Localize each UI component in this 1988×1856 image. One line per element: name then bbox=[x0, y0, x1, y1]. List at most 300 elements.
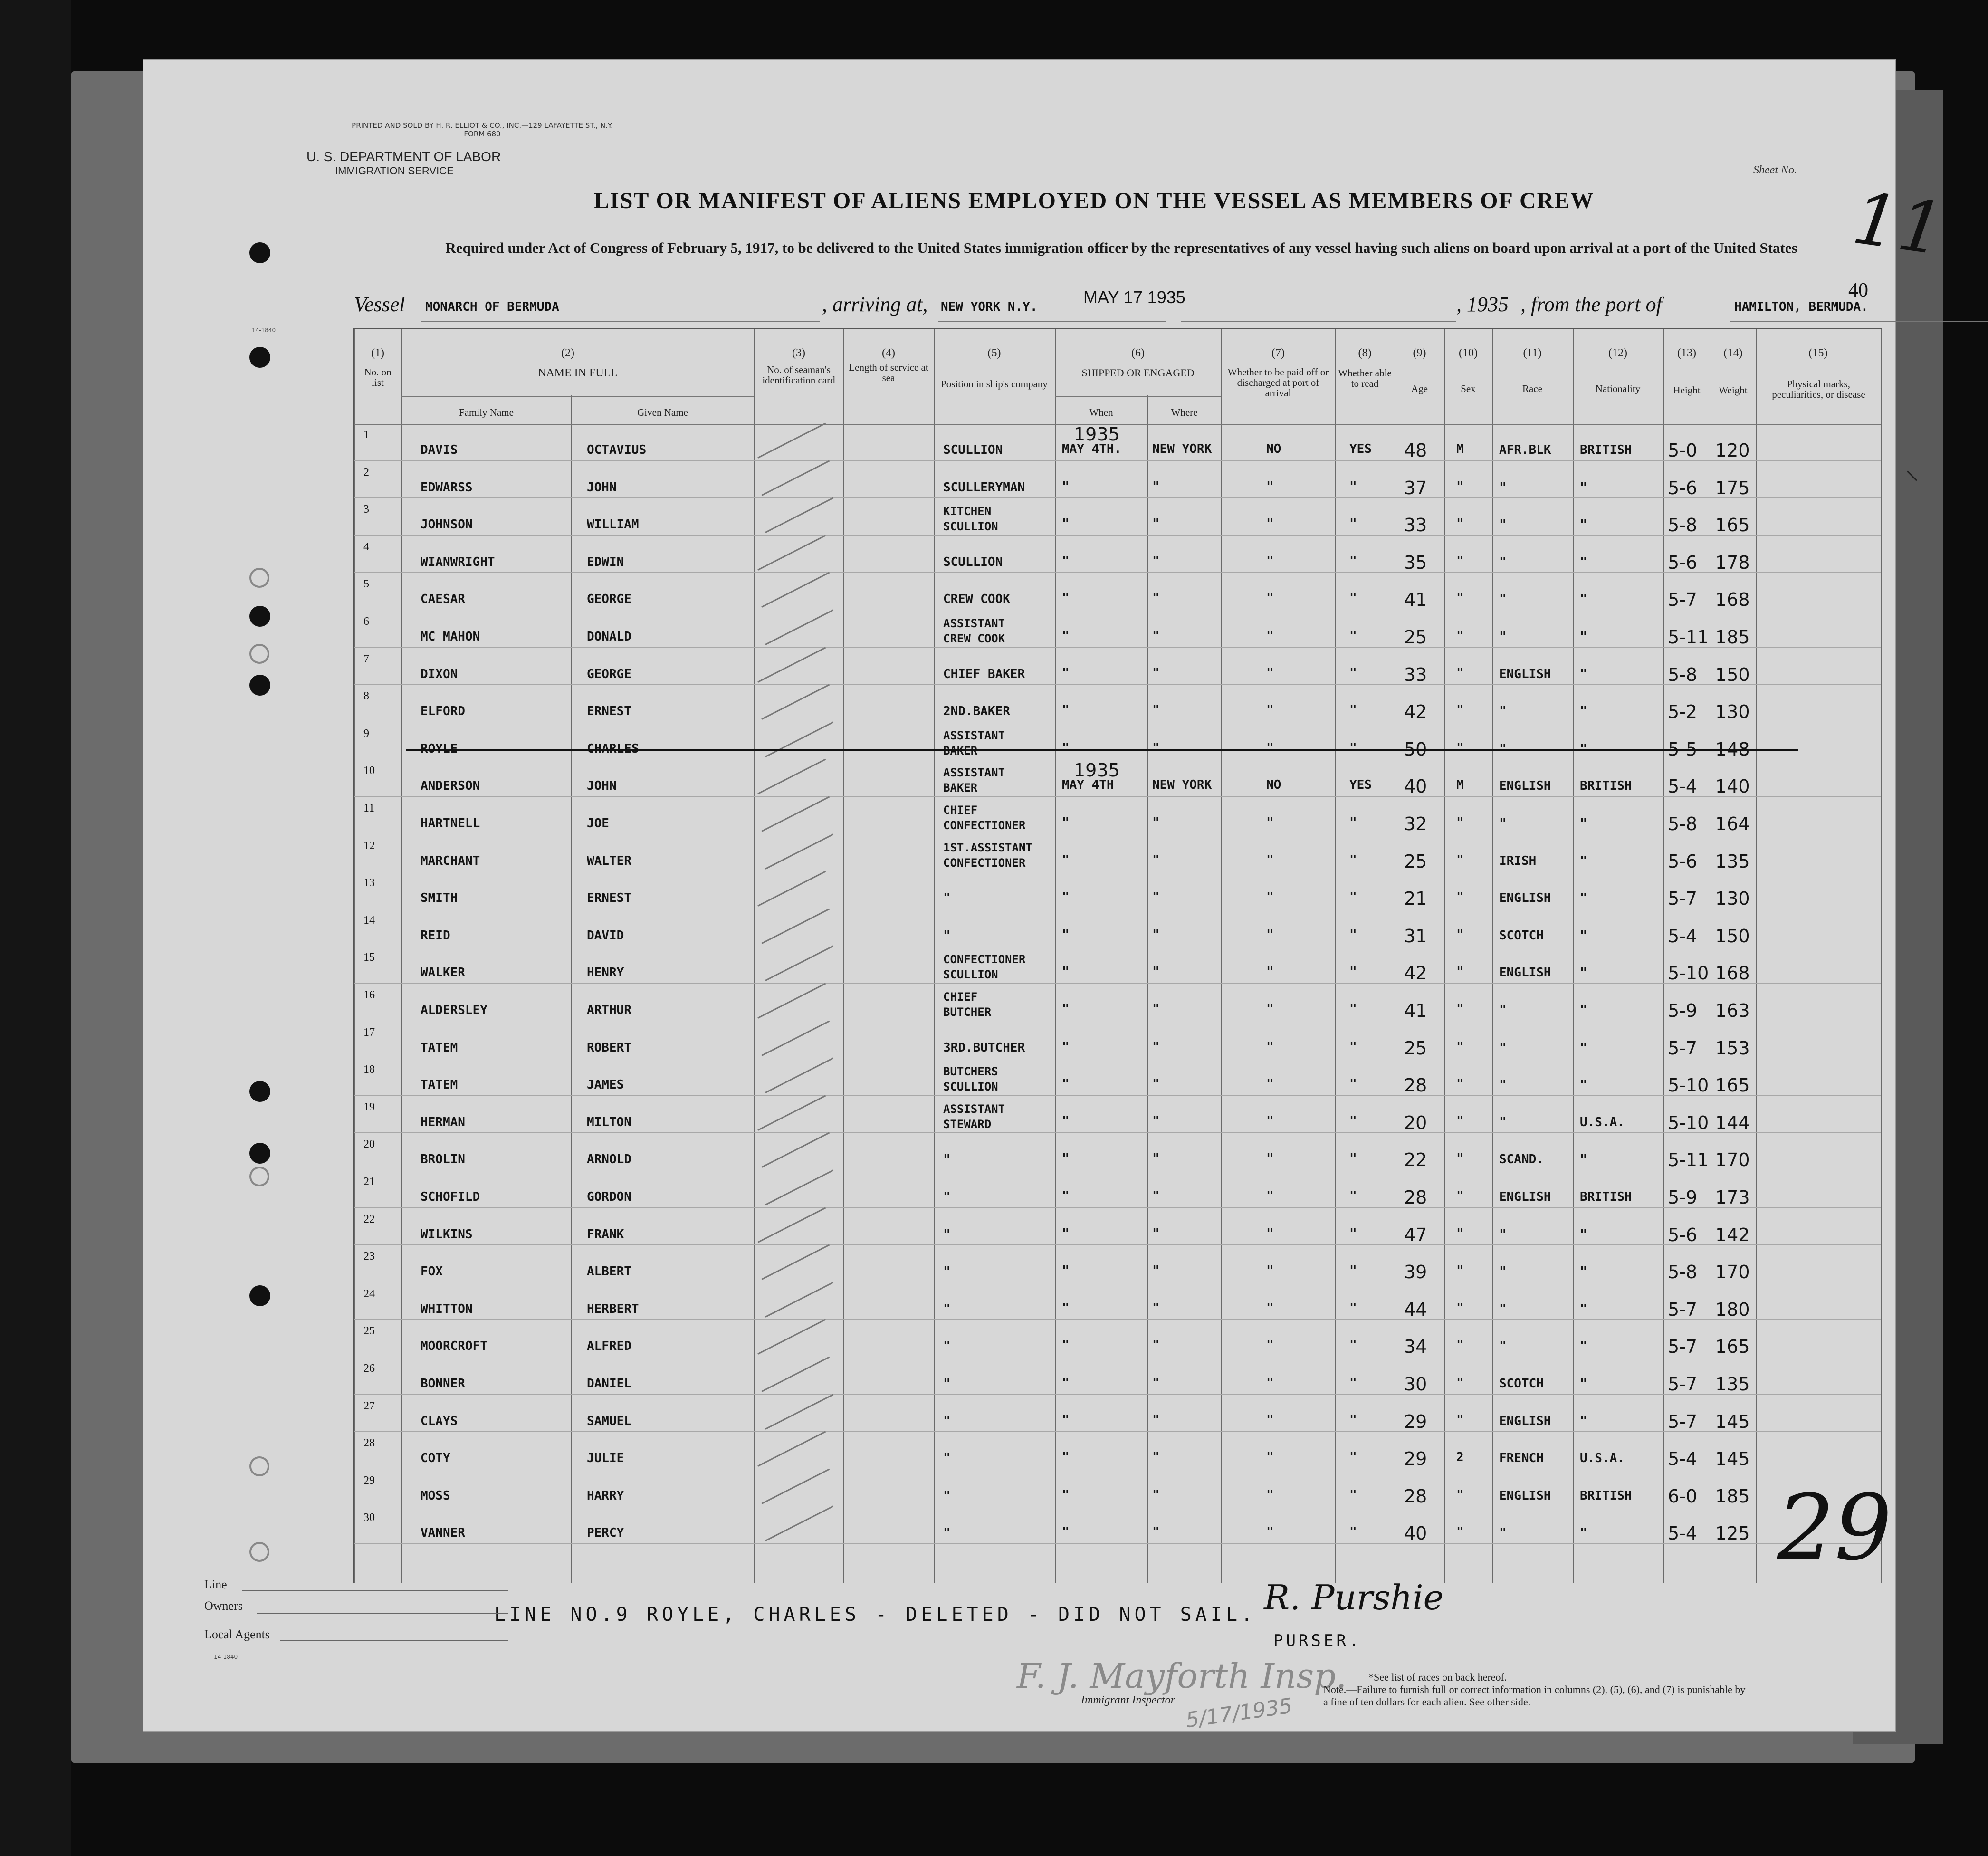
position-line2: SCULLION bbox=[943, 968, 998, 982]
position-line2: BAKER bbox=[943, 744, 978, 757]
shipped-where: " bbox=[1152, 890, 1160, 905]
able-to-read: " bbox=[1349, 965, 1357, 979]
age: 22 bbox=[1404, 1149, 1427, 1171]
header-given-name: Given Name bbox=[637, 407, 688, 418]
shipped-year: 1935 bbox=[1074, 760, 1120, 781]
family-name: HERMAN bbox=[421, 1115, 465, 1129]
able-to-read: " bbox=[1349, 1114, 1357, 1129]
height: 5-7 bbox=[1668, 1411, 1698, 1432]
row-number: 18 bbox=[363, 1063, 375, 1076]
age: 20 bbox=[1404, 1112, 1427, 1133]
table-row bbox=[354, 611, 1881, 649]
position-line2: CONFECTIONER bbox=[943, 819, 1026, 832]
weight: 173 bbox=[1715, 1187, 1750, 1208]
given-name: JOE bbox=[587, 816, 609, 831]
height: 5-4 bbox=[1668, 1523, 1698, 1544]
table-row bbox=[354, 573, 1881, 611]
age: 35 bbox=[1404, 552, 1427, 573]
race: " bbox=[1499, 630, 1507, 644]
arrival-underline bbox=[938, 321, 1166, 322]
race: SCOTCH bbox=[1499, 928, 1544, 943]
shipped-when: MAY 4TH bbox=[1062, 778, 1114, 793]
table-row bbox=[354, 424, 1881, 462]
weight: 145 bbox=[1715, 1448, 1750, 1470]
position: SCULLION bbox=[943, 555, 1003, 569]
header-sex: Sex bbox=[1461, 383, 1476, 394]
header-where: Where bbox=[1171, 407, 1198, 418]
able-to-read: " bbox=[1349, 1376, 1357, 1390]
shipped-where: " bbox=[1152, 554, 1160, 568]
shipped-when: " bbox=[1062, 1114, 1070, 1129]
sex: " bbox=[1456, 1301, 1464, 1315]
id-card-check-mark bbox=[765, 1506, 833, 1541]
race: " bbox=[1499, 592, 1507, 607]
shipped-year: 1935 bbox=[1074, 424, 1120, 445]
id-card-check-mark bbox=[761, 1357, 830, 1392]
height: 5-6 bbox=[1668, 1224, 1698, 1245]
sex: " bbox=[1456, 1002, 1464, 1016]
table-row bbox=[354, 1059, 1881, 1097]
age: 28 bbox=[1404, 1187, 1427, 1208]
shipped-where: " bbox=[1152, 1413, 1160, 1427]
col-number: (11) bbox=[1523, 347, 1542, 359]
nationality: U.S.A. bbox=[1580, 1115, 1625, 1129]
shipped-when: " bbox=[1062, 965, 1070, 979]
row-number: 22 bbox=[363, 1213, 375, 1225]
height: 5-7 bbox=[1668, 1374, 1698, 1395]
row-number: 4 bbox=[363, 540, 369, 553]
col-number: (5) bbox=[987, 347, 1001, 359]
col-number: (2) bbox=[561, 347, 574, 359]
given-name: GEORGE bbox=[587, 592, 631, 607]
nationality: " bbox=[1580, 816, 1587, 831]
family-name: FOX bbox=[421, 1264, 443, 1279]
header-position: Position in ship's company bbox=[941, 378, 1048, 390]
shipped-where: NEW YORK bbox=[1152, 778, 1212, 793]
id-card-check-mark bbox=[765, 833, 833, 869]
deleted-row-strike bbox=[406, 749, 1798, 751]
nationality: " bbox=[1580, 555, 1587, 569]
able-to-read: " bbox=[1349, 852, 1357, 867]
header-length-service: Length of service at sea bbox=[849, 362, 928, 383]
sex: " bbox=[1456, 1263, 1464, 1278]
id-card-check-mark bbox=[757, 1431, 826, 1467]
position: " bbox=[943, 1301, 951, 1316]
table-row bbox=[354, 835, 1881, 873]
position: BUTCHERS bbox=[943, 1065, 998, 1079]
row-number: 14 bbox=[363, 914, 375, 927]
nationality: " bbox=[1580, 667, 1587, 681]
paid-off: " bbox=[1266, 965, 1274, 979]
paid-off: NO bbox=[1266, 442, 1281, 456]
header-paid-off: Whether to be paid off or discharged at port of arrival bbox=[1227, 366, 1329, 399]
punch-hole bbox=[249, 1285, 270, 1306]
position: 3RD.BUTCHER bbox=[943, 1040, 1025, 1055]
paid-off: " bbox=[1266, 1077, 1274, 1091]
weight: 120 bbox=[1715, 440, 1750, 461]
race: " bbox=[1499, 555, 1507, 569]
sex: " bbox=[1456, 517, 1464, 531]
sex: " bbox=[1456, 740, 1464, 755]
paid-off: " bbox=[1266, 479, 1274, 494]
race: SCAND. bbox=[1499, 1152, 1544, 1167]
col-number: (3) bbox=[792, 347, 805, 359]
given-name: CHARLES bbox=[587, 741, 639, 756]
col-number: (9) bbox=[1413, 347, 1426, 359]
height: 5-7 bbox=[1668, 888, 1698, 909]
height: 5-9 bbox=[1668, 1000, 1698, 1021]
row-number: 25 bbox=[363, 1325, 375, 1338]
race: ENGLISH bbox=[1499, 1190, 1551, 1204]
race: ENGLISH bbox=[1499, 779, 1551, 794]
race: " bbox=[1499, 1264, 1507, 1279]
table-row bbox=[354, 1245, 1881, 1283]
nationality: " bbox=[1580, 1040, 1587, 1055]
shipped-when: " bbox=[1062, 703, 1070, 718]
shipped-when: " bbox=[1062, 1077, 1070, 1091]
age: 33 bbox=[1404, 515, 1427, 536]
paid-off: " bbox=[1266, 1151, 1274, 1166]
paid-off: NO bbox=[1266, 778, 1281, 793]
able-to-read: " bbox=[1349, 517, 1357, 531]
able-to-read: " bbox=[1349, 890, 1357, 905]
position: " bbox=[943, 1227, 951, 1242]
form-code-bottom: 14-1840 bbox=[214, 1654, 238, 1660]
given-name: ALFRED bbox=[587, 1339, 631, 1354]
nationality: BRITISH bbox=[1580, 779, 1632, 794]
able-to-read: YES bbox=[1349, 778, 1372, 793]
nationality: " bbox=[1580, 592, 1587, 607]
row-number: 15 bbox=[363, 951, 375, 964]
total-count: 29 bbox=[1777, 1475, 1892, 1580]
header-age: Age bbox=[1411, 383, 1428, 394]
table-row bbox=[354, 797, 1881, 835]
punch-hole bbox=[249, 1143, 270, 1164]
paid-off: " bbox=[1266, 629, 1274, 643]
purser-signature: R. Purshie bbox=[1264, 1578, 1444, 1617]
row-number: 10 bbox=[363, 765, 375, 777]
col-number: (4) bbox=[882, 347, 895, 359]
weight: 135 bbox=[1715, 851, 1750, 872]
paid-off: " bbox=[1266, 554, 1274, 568]
height: 5-5 bbox=[1668, 738, 1698, 760]
height: 5-10 bbox=[1668, 963, 1709, 984]
family-name: DAVIS bbox=[421, 443, 458, 457]
position: CHIEF bbox=[943, 990, 978, 1004]
shipped-where: " bbox=[1152, 1114, 1160, 1129]
nationality: " bbox=[1580, 966, 1587, 980]
nationality: BRITISH bbox=[1580, 443, 1632, 457]
position: " bbox=[943, 1190, 951, 1204]
age: 31 bbox=[1404, 925, 1427, 947]
nationality: " bbox=[1580, 1152, 1587, 1167]
id-card-check-mark bbox=[757, 1207, 826, 1243]
table-row bbox=[354, 1432, 1881, 1470]
family-name: DIXON bbox=[421, 667, 458, 681]
position-line2: CREW COOK bbox=[943, 632, 1005, 645]
family-name: TATEM bbox=[421, 1078, 458, 1092]
table-row bbox=[354, 1470, 1881, 1508]
position: SCULLERYMAN bbox=[943, 480, 1025, 495]
shipped-when: " bbox=[1062, 1301, 1070, 1315]
race: IRISH bbox=[1499, 853, 1537, 868]
col-number: (10) bbox=[1459, 347, 1478, 359]
given-name: HENRY bbox=[587, 966, 624, 980]
shipped-where: " bbox=[1152, 703, 1160, 718]
weight: 170 bbox=[1715, 1149, 1750, 1171]
table-row bbox=[354, 1320, 1881, 1358]
nationality: " bbox=[1580, 517, 1587, 532]
row-number: 2 bbox=[363, 466, 369, 478]
printer-imprint: PRINTED AND SOLD BY H. R. ELLIOT & CO., INC.—129 LAFAYETTE ST., N.Y. FORM 680 bbox=[352, 121, 613, 138]
page-title: LIST OR MANIFEST OF ALIENS EMPLOYED ON THE VESSEL AS MEMBERS OF CREW bbox=[594, 188, 1595, 213]
shipped-when: " bbox=[1062, 554, 1070, 568]
paid-off: " bbox=[1266, 1263, 1274, 1278]
given-name: MILTON bbox=[587, 1115, 631, 1129]
age: 28 bbox=[1404, 1485, 1427, 1507]
header-nationality: Nationality bbox=[1595, 383, 1641, 394]
id-card-check-mark bbox=[757, 1319, 826, 1355]
able-to-read: " bbox=[1349, 1039, 1357, 1054]
weight: 168 bbox=[1715, 589, 1750, 611]
given-name: JOHN bbox=[587, 779, 617, 794]
shipped-where: " bbox=[1152, 1450, 1160, 1465]
header-no-on-list: No. on list bbox=[364, 366, 392, 388]
nationality: " bbox=[1580, 1264, 1587, 1279]
id-card-check-mark bbox=[757, 647, 826, 682]
family-name: MARCHANT bbox=[421, 853, 480, 868]
id-card-check-mark bbox=[765, 497, 833, 533]
height: 5-7 bbox=[1668, 589, 1698, 611]
family-name: WHITTON bbox=[421, 1301, 473, 1316]
punch-hole bbox=[249, 1081, 270, 1102]
weight: 168 bbox=[1715, 963, 1750, 984]
row-number: 17 bbox=[363, 1026, 375, 1039]
shipped-when: " bbox=[1062, 1525, 1070, 1540]
nationality: " bbox=[1580, 891, 1587, 906]
shipped-when: " bbox=[1062, 1263, 1070, 1278]
header-height: Height bbox=[1673, 384, 1701, 396]
header-physical: Physical marks, peculiarities, or disease bbox=[1772, 378, 1865, 400]
shipped-where: " bbox=[1152, 1002, 1160, 1016]
weight: 185 bbox=[1715, 627, 1750, 648]
header-race: Race bbox=[1522, 383, 1542, 394]
shipped-where: " bbox=[1152, 1376, 1160, 1390]
height: 5-6 bbox=[1668, 552, 1698, 573]
sex: " bbox=[1456, 703, 1464, 718]
row-number: 27 bbox=[363, 1399, 375, 1412]
shipped-when: " bbox=[1062, 517, 1070, 531]
punch-hole bbox=[249, 675, 270, 696]
shipped-when: " bbox=[1062, 1487, 1070, 1502]
crew-table bbox=[353, 328, 1882, 1583]
given-name: ARNOLD bbox=[587, 1152, 631, 1167]
able-to-read: " bbox=[1349, 1338, 1357, 1353]
able-to-read: " bbox=[1349, 1189, 1357, 1203]
page-subtitle: Required under Act of Congress of February 5, 1917, to be delivered to the United States immigration officer by the representatives of any vessel having such aliens on board upon arrival at a port of the United States bbox=[445, 239, 1797, 256]
family-name: ELFORD bbox=[421, 704, 465, 719]
race: " bbox=[1499, 704, 1507, 719]
paid-off: " bbox=[1266, 1450, 1274, 1465]
nationality: " bbox=[1580, 1301, 1587, 1316]
row-number: 6 bbox=[363, 615, 369, 628]
age: 34 bbox=[1404, 1336, 1427, 1358]
header-weight: Weight bbox=[1719, 384, 1748, 396]
owners-label: Owners bbox=[204, 1599, 243, 1613]
position: " bbox=[943, 1339, 951, 1354]
row-number: 1 bbox=[363, 429, 369, 441]
family-name: MOSS bbox=[421, 1488, 450, 1503]
height: 5-7 bbox=[1668, 1336, 1698, 1358]
able-to-read: " bbox=[1349, 591, 1357, 606]
sex: " bbox=[1456, 852, 1464, 867]
shipped-where: " bbox=[1152, 1189, 1160, 1203]
position: KITCHEN bbox=[943, 505, 992, 518]
port-underline bbox=[1730, 321, 1988, 322]
footnotes: *See list of races on back hereof. Note.—Failure to furnish full or correct information in columns (2), (5), (6), and (7) is punishable by a fine of ten dollars for each alien. See other side. bbox=[1323, 1671, 1746, 1708]
position: 2ND.BAKER bbox=[943, 704, 1010, 719]
position: " bbox=[943, 1377, 951, 1391]
weight: 130 bbox=[1715, 888, 1750, 909]
paid-off: " bbox=[1266, 1189, 1274, 1203]
shipped-when: " bbox=[1062, 890, 1070, 905]
weight: 185 bbox=[1715, 1485, 1750, 1507]
given-name: OCTAVIUS bbox=[587, 443, 647, 457]
given-name: JOHN bbox=[587, 480, 617, 495]
race: " bbox=[1499, 1040, 1507, 1055]
nationality: " bbox=[1580, 741, 1587, 756]
weight: 165 bbox=[1715, 1336, 1750, 1358]
shipped-where: " bbox=[1152, 1263, 1160, 1278]
position: " bbox=[943, 1152, 951, 1167]
table-row bbox=[354, 1507, 1881, 1545]
sheet-number: 11 bbox=[1847, 177, 1950, 272]
race: ENGLISH bbox=[1499, 966, 1551, 980]
paid-off: " bbox=[1266, 1039, 1274, 1054]
family-name: ROYLE bbox=[421, 741, 458, 756]
age: 47 bbox=[1404, 1224, 1427, 1245]
row-number: 5 bbox=[363, 578, 369, 591]
weight: 135 bbox=[1715, 1374, 1750, 1395]
line-label: Line bbox=[204, 1578, 227, 1591]
local-agents-underline bbox=[280, 1640, 508, 1641]
id-card-check-mark bbox=[761, 1020, 830, 1056]
shipped-where: " bbox=[1152, 1226, 1160, 1241]
height: 5-10 bbox=[1668, 1075, 1709, 1096]
row-number: 9 bbox=[363, 727, 369, 740]
age: 41 bbox=[1404, 1000, 1427, 1021]
table-row bbox=[354, 648, 1881, 686]
header-shipped: SHIPPED OR ENGAGED bbox=[1081, 367, 1195, 379]
col-number: (13) bbox=[1677, 347, 1696, 359]
shipped-where: " bbox=[1152, 1039, 1160, 1054]
age: 29 bbox=[1404, 1411, 1427, 1432]
date-stamp: MAY 17 1935 bbox=[1083, 287, 1185, 307]
id-card-check-mark bbox=[765, 721, 833, 757]
given-name: ARTHUR bbox=[587, 1003, 631, 1017]
given-name: JULIE bbox=[587, 1451, 624, 1466]
paid-off: " bbox=[1266, 1338, 1274, 1353]
race: " bbox=[1499, 1301, 1507, 1316]
given-name: ROBERT bbox=[587, 1040, 631, 1055]
position-line2: SCULLION bbox=[943, 520, 998, 534]
col-number: (12) bbox=[1608, 347, 1627, 359]
able-to-read: " bbox=[1349, 629, 1357, 643]
age: 28 bbox=[1404, 1075, 1427, 1096]
shipped-when: " bbox=[1062, 927, 1070, 942]
nationality: " bbox=[1580, 630, 1587, 644]
family-name: WIANWRIGHT bbox=[421, 555, 495, 569]
family-name: SMITH bbox=[421, 891, 458, 906]
given-name: GORDON bbox=[587, 1190, 631, 1204]
nationality: " bbox=[1580, 1339, 1587, 1354]
position: " bbox=[943, 1451, 951, 1466]
sex: 2 bbox=[1456, 1450, 1464, 1465]
race: ENGLISH bbox=[1499, 1488, 1551, 1503]
family-name: COTY bbox=[421, 1451, 450, 1466]
row-number: 28 bbox=[363, 1437, 375, 1450]
height: 5-7 bbox=[1668, 1299, 1698, 1320]
punch-hole bbox=[249, 242, 270, 263]
row-number: 12 bbox=[363, 839, 375, 852]
weight: 144 bbox=[1715, 1112, 1750, 1133]
id-card-check-mark bbox=[765, 1282, 833, 1317]
table-row bbox=[354, 909, 1881, 947]
age: 40 bbox=[1404, 1523, 1427, 1544]
nationality: " bbox=[1580, 1414, 1587, 1428]
sex: " bbox=[1456, 1376, 1464, 1390]
given-name: GEORGE bbox=[587, 667, 631, 681]
paid-off: " bbox=[1266, 890, 1274, 905]
col-number: (15) bbox=[1808, 347, 1828, 359]
position: CHIEF bbox=[943, 804, 978, 817]
weight: 163 bbox=[1715, 1000, 1750, 1021]
family-name: JOHNSON bbox=[421, 517, 473, 532]
height: 5-9 bbox=[1668, 1187, 1698, 1208]
weight: 140 bbox=[1715, 776, 1750, 797]
race: " bbox=[1499, 480, 1507, 495]
weight: 150 bbox=[1715, 664, 1750, 685]
table-row bbox=[354, 1171, 1881, 1209]
able-to-read: " bbox=[1349, 703, 1357, 718]
row-number: 24 bbox=[363, 1287, 375, 1300]
position-line2: STEWARD bbox=[943, 1117, 992, 1131]
age: 42 bbox=[1404, 963, 1427, 984]
nationality: " bbox=[1580, 480, 1587, 495]
height: 5-6 bbox=[1668, 477, 1698, 498]
given-name: HERBERT bbox=[587, 1301, 639, 1316]
shipped-when: " bbox=[1062, 1039, 1070, 1054]
height: 5-6 bbox=[1668, 851, 1698, 872]
departure-port: HAMILTON, BERMUDA. bbox=[1734, 300, 1868, 314]
position-line2: CONFECTIONER bbox=[943, 856, 1026, 870]
id-card-check-mark bbox=[757, 983, 826, 1019]
weight: 130 bbox=[1715, 701, 1750, 723]
shipped-where: " bbox=[1152, 591, 1160, 606]
weight: 125 bbox=[1715, 1523, 1750, 1544]
sex: " bbox=[1456, 965, 1464, 979]
sex: " bbox=[1456, 1413, 1464, 1427]
given-name: ERNEST bbox=[587, 891, 631, 906]
position: ASSISTANT bbox=[943, 1102, 1005, 1116]
race: " bbox=[1499, 1003, 1507, 1017]
table-row bbox=[354, 947, 1881, 985]
position-line2: SCULLION bbox=[943, 1080, 998, 1094]
deletion-note: LINE NO.9 ROYLE, CHARLES - DELETED - DID NOT SAIL. bbox=[494, 1604, 1257, 1626]
shipped-when: " bbox=[1062, 1189, 1070, 1203]
race: " bbox=[1499, 1227, 1507, 1242]
race: " bbox=[1499, 517, 1507, 532]
